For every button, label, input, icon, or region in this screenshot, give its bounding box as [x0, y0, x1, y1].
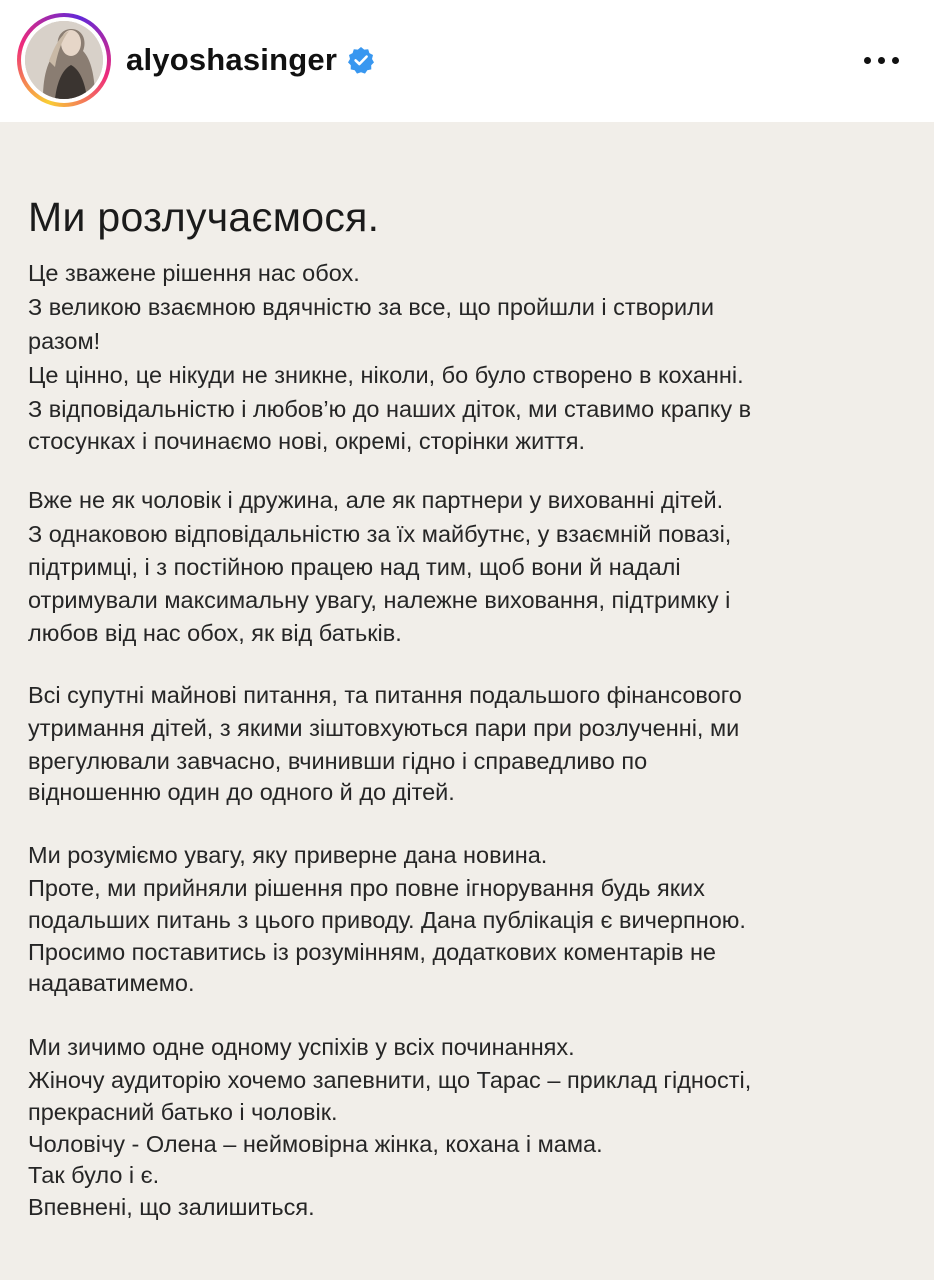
- story-ring[interactable]: [17, 13, 111, 107]
- statement-line: Ми зичимо одне одному успіхів у всіх починаннях.: [28, 1034, 575, 1060]
- statement-line: стосунках і починаємо нові, окремі, сторінки життя.: [28, 428, 586, 454]
- statement-line: отримували максимальну увагу, належне виховання, підтримку і: [28, 587, 731, 613]
- post-header: [0, 0, 934, 122]
- statement-line: врегулювали завчасно, вчинивши гідно і справедливо по: [28, 748, 648, 774]
- statement-line: З однаковою відповідальністю за їх майбутнє, у взаємній повазі,: [28, 521, 732, 547]
- statement-line: підтримці, і з постійною працею над тим, щоб вони й надалі: [28, 554, 681, 580]
- statement-line: Ми розуміємо увагу, яку приверне дана новина.: [28, 842, 548, 868]
- statement-line: відношенню один до одного й до дітей.: [28, 779, 455, 805]
- statement-line: Всі супутні майнові питання, та питання подальшого фінансового: [28, 682, 742, 708]
- statement-line: Чоловічу - Олена – неймовірна жінка, кохана і мама.: [28, 1131, 603, 1157]
- statement-line: Вже не як чоловік і дружина, але як партнери у вихованні дітей.: [28, 487, 724, 513]
- statement-line: Жіночу аудиторію хочемо запевнити, що Тарас – приклад гідності,: [28, 1067, 752, 1093]
- username-block: [126, 40, 375, 80]
- more-dot-icon: [892, 57, 899, 64]
- statement-line: З великою взаємною вдячністю за все, що пройшли і створили: [28, 294, 714, 320]
- statement-line: Впевнені, що залишиться.: [28, 1194, 315, 1220]
- statement-line: Це зважене рішення нас обох.: [28, 260, 360, 286]
- statement-line: подальших питань з цього приводу. Дана публікація є вичерпною.: [28, 907, 746, 933]
- statement-title: Ми розлучаємося.: [28, 194, 380, 240]
- statement-line: любов від нас обох, як від батьків.: [28, 620, 402, 646]
- avatar-photo-icon: [25, 21, 103, 99]
- statement-line: З відповідальністю і любов’ю до наших діток, ми ставимо крапку в: [28, 396, 752, 422]
- statement-line: утримання дітей, з якими зіштовхуються пари при розлученні, ми: [28, 715, 740, 741]
- more-dot-icon: [878, 57, 885, 64]
- statement-line: Проте, ми прийняли рішення про повне ігнорування будь яких: [28, 875, 705, 901]
- more-dot-icon: [864, 57, 871, 64]
- post-image[interactable]: [0, 122, 934, 1280]
- statement-line: разом!: [28, 328, 101, 354]
- statement-line: Просимо поставитись із розумінням, додаткових коментарів не: [28, 939, 717, 965]
- statement-line: надаватимемо.: [28, 970, 195, 996]
- verified-badge-icon: [347, 46, 375, 74]
- statement-line: Це цінно, це нікуди не зникне, ніколи, бо було створено в коханні.: [28, 362, 744, 388]
- statement-line: прекрасний батько і чоловік.: [28, 1099, 338, 1125]
- statement-line: Так було і є.: [28, 1162, 160, 1188]
- avatar[interactable]: [25, 21, 103, 99]
- more-options-icon[interactable]: [858, 48, 904, 72]
- username-link[interactable]: alyoshasinger: [126, 42, 338, 77]
